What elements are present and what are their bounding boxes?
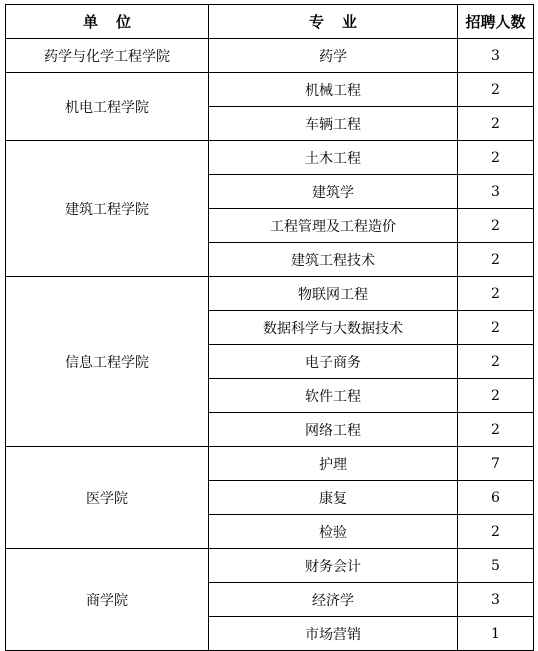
unit-cell: 商学院 [6, 549, 209, 651]
table-row [6, 277, 534, 311]
count-cell: 7 [458, 447, 534, 481]
table-header [6, 5, 534, 39]
count-cell: 2 [458, 141, 534, 175]
unit-cell: 信息工程学院 [6, 277, 209, 447]
major-cell: 电子商务 [209, 345, 458, 379]
major-cell: 市场营销 [209, 617, 458, 651]
major-cell: 护理 [209, 447, 458, 481]
count-cell: 2 [458, 311, 534, 345]
major-cell: 财务会计 [209, 549, 458, 583]
count-cell: 2 [458, 277, 534, 311]
major-cell: 检验 [209, 515, 458, 549]
count-cell: 1 [458, 617, 534, 651]
count-cell: 3 [458, 583, 534, 617]
major-cell: 经济学 [209, 583, 458, 617]
major-cell: 康复 [209, 481, 458, 515]
count-cell: 2 [458, 345, 534, 379]
major-cell: 土木工程 [209, 141, 458, 175]
major-cell: 物联网工程 [209, 277, 458, 311]
table-row [6, 73, 534, 107]
major-cell: 数据科学与大数据技术 [209, 311, 458, 345]
count-cell: 2 [458, 379, 534, 413]
table-row [6, 39, 534, 73]
major-cell: 建筑工程技术 [209, 243, 458, 277]
major-cell: 工程管理及工程造价 [209, 209, 458, 243]
count-cell: 2 [458, 209, 534, 243]
unit-cell: 药学与化学工程学院 [6, 39, 209, 73]
header-major: 专业 [209, 5, 458, 39]
count-cell: 5 [458, 549, 534, 583]
count-cell: 6 [458, 481, 534, 515]
count-cell: 2 [458, 73, 534, 107]
count-cell: 2 [458, 107, 534, 141]
major-cell: 车辆工程 [209, 107, 458, 141]
count-cell: 2 [458, 515, 534, 549]
major-cell: 网络工程 [209, 413, 458, 447]
unit-cell: 医学院 [6, 447, 209, 549]
major-cell: 药学 [209, 39, 458, 73]
major-cell: 建筑学 [209, 175, 458, 209]
count-cell: 3 [458, 39, 534, 73]
table-row [6, 447, 534, 481]
header-count: 招聘人数 [458, 5, 534, 39]
unit-cell: 机电工程学院 [6, 73, 209, 141]
unit-cell: 建筑工程学院 [6, 141, 209, 277]
count-cell: 2 [458, 243, 534, 277]
table-row [6, 549, 534, 583]
table-body [6, 39, 534, 651]
header-row [6, 5, 534, 39]
header-unit: 单位 [6, 5, 209, 39]
major-cell: 机械工程 [209, 73, 458, 107]
major-cell: 软件工程 [209, 379, 458, 413]
count-cell: 3 [458, 175, 534, 209]
count-cell: 2 [458, 413, 534, 447]
recruitment-table [5, 4, 534, 651]
table-row [6, 141, 534, 175]
